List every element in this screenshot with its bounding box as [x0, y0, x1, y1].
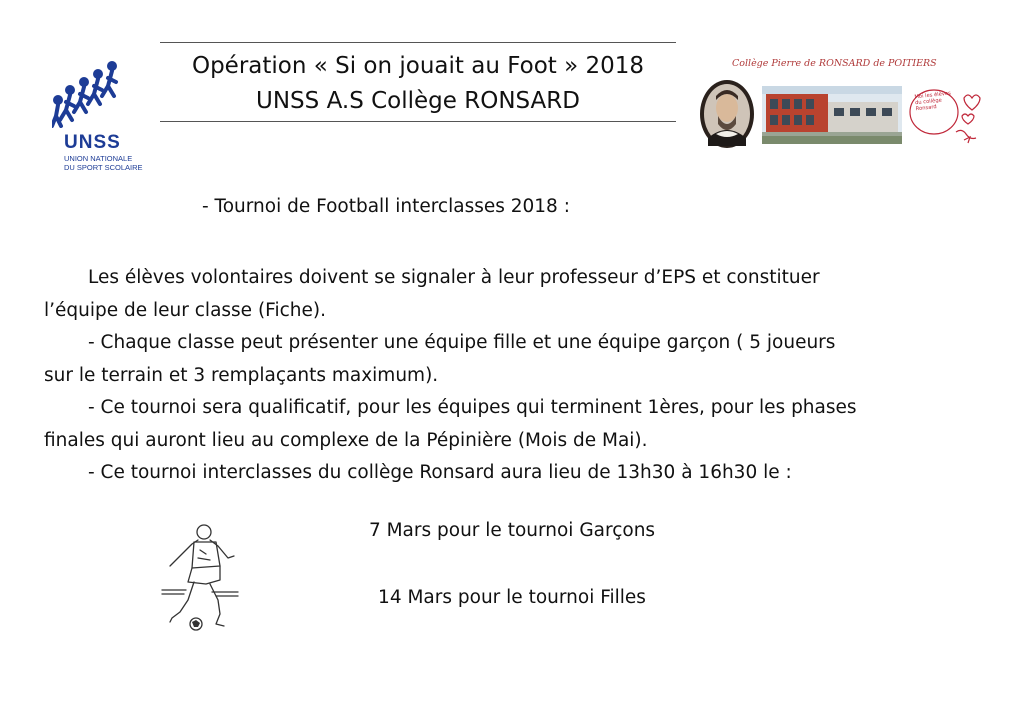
- unss-logo: [52, 56, 142, 174]
- doodle-text: Moi les élèves du collège Ronsard: [914, 90, 952, 113]
- girls-tournament-date: 14 Mars pour le tournoi Filles: [378, 587, 646, 608]
- paragraph-line: - Ce tournoi sera qualificatif, pour les équipes qui terminent 1ères, pour les phases: [88, 397, 857, 418]
- unss-subtitle: UNION NATIONALE DU SPORT SCOLAIRE: [64, 154, 143, 172]
- tournament-heading: - Tournoi de Football interclasses 2018 :: [202, 196, 570, 217]
- portrait-image: [698, 78, 756, 150]
- building-image: [762, 86, 902, 144]
- unss-wordmark: UNSS: [64, 132, 121, 153]
- page-subtitle: UNSS A.S Collège RONSARD: [256, 88, 580, 114]
- paragraph-line: l’équipe de leur classe (Fiche).: [44, 299, 326, 321]
- paragraph-line: sur le terrain et 3 remplaçants maximum).: [44, 364, 439, 386]
- paragraph-line: Les élèves volontaires doivent se signaler à leur professeur d’EPS et constituer: [88, 267, 820, 288]
- paragraph-line: - Chaque classe peut présenter une équipe fille et une équipe garçon ( 5 joueurs: [88, 332, 836, 353]
- paragraph-line: - Ce tournoi interclasses du collège Ronsard aura lieu de 13h30 à 16h30 le :: [88, 462, 792, 483]
- unss-logo-icon: [52, 56, 122, 128]
- boys-tournament-date: 7 Mars pour le tournoi Garçons: [368, 520, 656, 541]
- doodle-image: [908, 86, 984, 148]
- title-block: [160, 42, 676, 122]
- page-title: Opération « Si on jouait au Foot » 2018: [191, 53, 645, 79]
- football-player-icon: [158, 520, 242, 632]
- paragraph-line: finales qui auront lieu au complexe de la Pépinière (Mois de Mai).: [44, 429, 648, 451]
- info-paragraph: [44, 262, 984, 490]
- college-banner: [696, 58, 988, 156]
- college-name: Collège Pierre de RONSARD de POITIERS: [732, 58, 937, 69]
